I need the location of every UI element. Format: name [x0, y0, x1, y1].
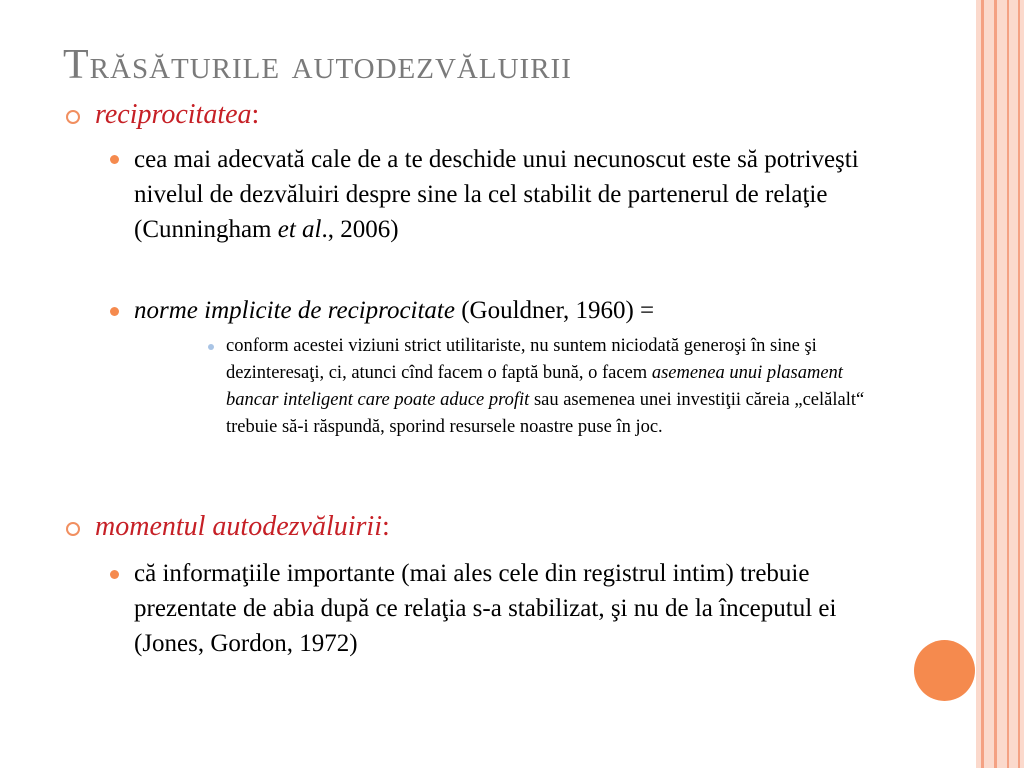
list-item-text-end: ., 2006) — [321, 216, 399, 243]
section-heading-text: reciprocitatea — [95, 99, 252, 130]
section-heading-colon: : — [381, 511, 390, 542]
dot-bullet-icon — [110, 307, 119, 316]
list-item-text: cea mai adecvată cale de a te deschide unui necunoscut este să potriveşti nivelul de dezvăluiri despre sine la cel stabilit de partenerul de relaţie (Cunningham — [134, 146, 859, 243]
section-heading-colon: : — [251, 99, 260, 130]
list-item — [134, 142, 894, 247]
section-heading-text: momentul autodezvăluirii — [95, 511, 382, 542]
sub-list-item-text: conform acestei viziuni strict utilitariste, nu suntem niciodată generoşi în sine şi dezinteresaţi, ci, atunci cînd facem o faptă bună, o facem — [226, 336, 817, 383]
section-heading — [95, 511, 390, 543]
small-dot-bullet-icon — [208, 344, 214, 350]
list-item-text: că informaţiile importante (mai ales cele din registrul intim) trebuie prezentate de abia după ce relaţia s-a stabilizat, şi nu de la începutul ei (Jones, Gordon, 1972) — [134, 560, 837, 657]
sub-list-item — [226, 333, 891, 441]
list-item-text-end: (Gouldner, 1960) = — [454, 297, 655, 324]
list-item — [134, 293, 894, 328]
decorative-stripe — [981, 0, 984, 768]
slide-title: Trăsăturile autodezvăluirii — [63, 42, 572, 88]
sub-list-item-text-end: sau asemenea unei investiţii căreia „celălalt“ trebuie să-i răspundă, sporind resursele noastre puse în joc. — [226, 390, 865, 437]
list-item-italic: et al — [277, 216, 322, 243]
decorative-stripe — [1018, 0, 1020, 768]
sub-list-item-italic: asemenea unui plasament bancar inteligent care poate aduce profit — [226, 363, 843, 410]
section-heading — [95, 99, 259, 131]
dot-bullet-icon — [110, 155, 119, 164]
decorative-stripe — [994, 0, 997, 768]
ring-bullet-icon — [66, 522, 80, 536]
dot-bullet-icon — [110, 570, 119, 579]
ring-bullet-icon — [66, 110, 80, 124]
list-item — [134, 556, 894, 661]
list-item-italic: norme implicite de reciprocitate — [134, 297, 455, 324]
decorative-circle — [914, 640, 975, 701]
decorative-stripe — [1007, 0, 1009, 768]
